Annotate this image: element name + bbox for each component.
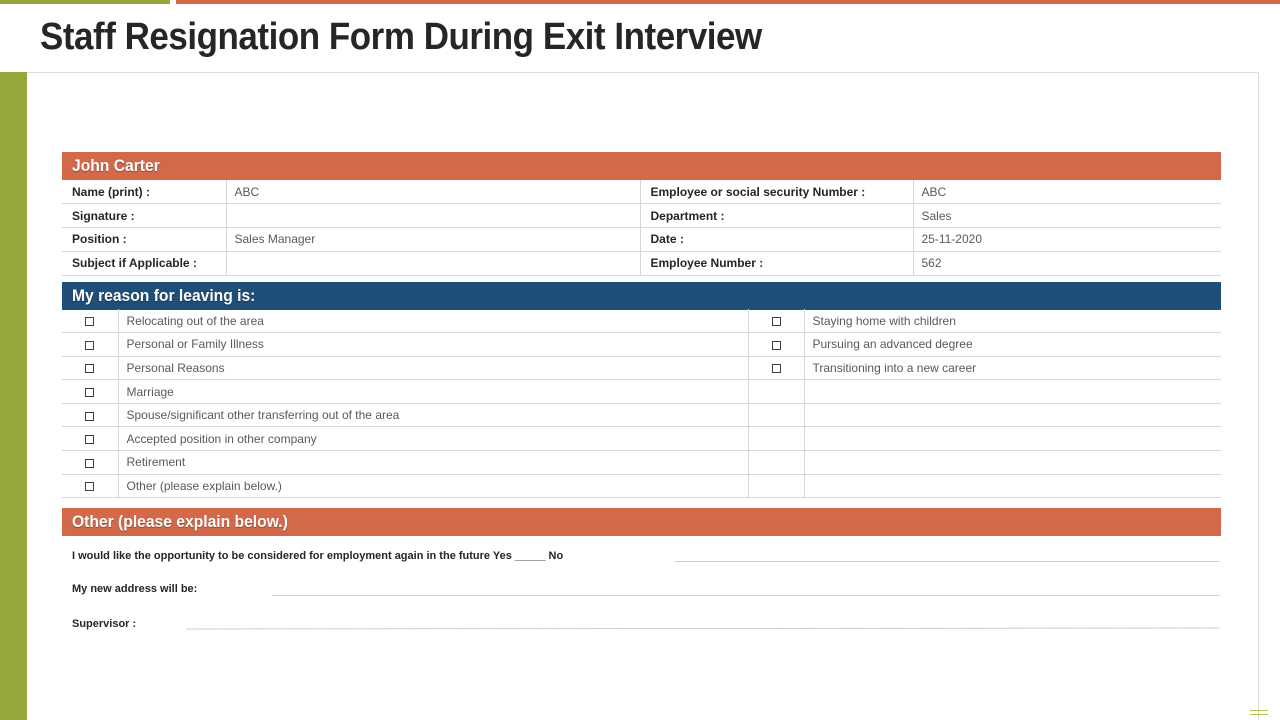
other-header-label: Other (please explain below.) — [72, 512, 288, 531]
position-value[interactable]: Sales Manager — [226, 228, 640, 252]
info-row — [62, 180, 1221, 204]
address-input-line[interactable] — [272, 595, 1220, 596]
reasons-header-label: My reason for leaving is: — [72, 286, 256, 305]
ssn-value[interactable]: ABC — [913, 180, 1221, 204]
reason-label: Relocating out of the area — [118, 309, 748, 333]
reason-row — [62, 451, 1221, 475]
ssn-label: Employee or social security Number : — [640, 180, 913, 204]
reason-checkbox[interactable] — [85, 317, 94, 326]
reasons-header — [62, 282, 1221, 310]
name-value[interactable]: ABC — [226, 180, 640, 204]
other-header — [62, 508, 1221, 536]
reason-label: Retirement — [118, 451, 748, 475]
signature-value[interactable] — [226, 204, 640, 228]
corner-decoration — [1250, 714, 1268, 715]
reason-label: Accepted position in other company — [118, 427, 748, 451]
supervisor-label: Supervisor : — [72, 618, 137, 630]
info-row — [62, 228, 1221, 252]
rehire-question: I would like the opportunity to be considered for employment again in the future Yes _____ No — [72, 550, 564, 562]
reason-checkbox[interactable] — [772, 317, 781, 326]
department-value[interactable]: Sales — [913, 204, 1221, 228]
reason-label: Other (please explain below.) — [118, 474, 748, 498]
subject-value[interactable] — [226, 251, 640, 275]
reason-row — [62, 309, 1221, 333]
department-label: Department : — [640, 204, 913, 228]
reason-checkbox[interactable] — [85, 364, 94, 373]
reason-checkbox[interactable] — [85, 388, 94, 397]
info-row — [62, 204, 1221, 228]
date-label: Date : — [640, 228, 913, 252]
reason-label: Transitioning into a new career — [804, 356, 1221, 380]
reason-row — [62, 333, 1221, 357]
reason-checkbox[interactable] — [772, 364, 781, 373]
reason-checkbox[interactable] — [772, 341, 781, 350]
reason-row — [62, 427, 1221, 451]
corner-decoration — [1250, 710, 1268, 711]
reason-label: Marriage — [118, 380, 748, 404]
name-label: Name (print) : — [62, 180, 226, 204]
address-label: My new address will be: — [72, 583, 198, 595]
reason-checkbox[interactable] — [85, 435, 94, 444]
top-accent-orange — [176, 0, 1280, 4]
date-value[interactable]: 25-11-2020 — [913, 228, 1221, 252]
position-label: Position : — [62, 228, 226, 252]
reason-checkbox[interactable] — [85, 341, 94, 350]
reason-row — [62, 403, 1221, 427]
rehire-answer-line[interactable] — [675, 561, 1220, 562]
reason-label: Personal or Family Illness — [118, 333, 748, 357]
reason-row — [62, 474, 1221, 498]
reason-checkbox[interactable] — [85, 482, 94, 491]
left-accent-bar — [0, 72, 27, 720]
employee-number-label: Employee Number : — [640, 251, 913, 275]
reason-label: Pursuing an advanced degree — [804, 333, 1221, 357]
top-accent-green — [0, 0, 170, 4]
reasons-table — [62, 309, 1221, 498]
reason-label: Spouse/significant other transferring out of the area — [118, 403, 748, 427]
reason-row — [62, 380, 1221, 404]
employee-name-header — [62, 152, 1221, 180]
reason-row — [62, 356, 1221, 380]
subject-label: Subject if Applicable : — [62, 251, 226, 275]
reason-label: Personal Reasons — [118, 356, 748, 380]
reason-checkbox[interactable] — [85, 412, 94, 421]
reason-checkbox[interactable] — [85, 459, 94, 468]
signature-label: Signature : — [62, 204, 226, 228]
page-title: Staff Resignation Form During Exit Interview — [40, 16, 762, 58]
employee-info-table — [62, 180, 1221, 276]
employee-number-value[interactable]: 562 — [913, 251, 1221, 275]
info-row — [62, 251, 1221, 275]
employee-name: John Carter — [72, 156, 160, 175]
reason-label: Staying home with children — [804, 309, 1221, 333]
